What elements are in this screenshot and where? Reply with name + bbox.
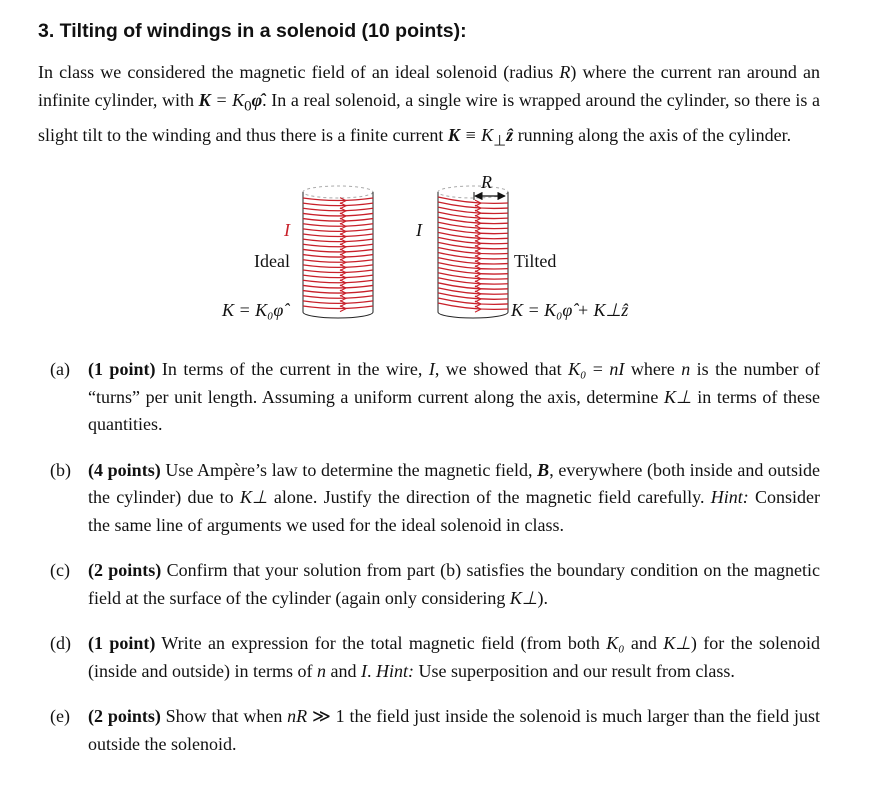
current-symbol: I <box>428 359 435 379</box>
part-b <box>50 457 820 540</box>
coil-winding <box>303 224 373 227</box>
coil-winding <box>303 301 373 304</box>
subscript-zero: 0 <box>244 98 252 115</box>
part-label: (c) <box>50 560 70 580</box>
part-text: and <box>624 633 664 653</box>
intro-text: ) where the current ran around an infinite cylinder, with <box>38 62 820 110</box>
part-text: Use Ampère’s law to determine the magnetic field, <box>160 459 538 480</box>
coil-winding <box>303 270 373 273</box>
coil-winding <box>303 219 373 222</box>
part-a <box>50 356 820 439</box>
coil-winding <box>303 260 373 263</box>
intro-text: running along the axis of the cylinder. <box>513 124 792 145</box>
equation-text: = K <box>210 90 245 110</box>
coil-winding <box>303 280 373 283</box>
part-text: Consider the same line of arguments we used for the ideal solenoid in class. <box>88 487 821 535</box>
subscript-perp: ⊥ <box>493 133 507 150</box>
equation-text: ≡ K <box>459 124 494 145</box>
nr-symbol: nR <box>287 706 308 726</box>
part-label: (d) <box>50 633 71 653</box>
coil-winding <box>303 208 373 211</box>
part-e <box>50 703 820 758</box>
solenoid-figure <box>0 172 882 336</box>
part-text: In terms of the current in the wire, <box>155 359 429 379</box>
part-label: (e) <box>50 706 70 726</box>
intro-text: In class we considered the magnetic field of an ideal solenoid (radius <box>38 62 560 82</box>
coil-winding <box>303 249 373 252</box>
part-text: Confirm that your solution from part (b) satisfies the boundary condition on the magnetic field at the surface of the cylinder (again only considering <box>88 560 821 608</box>
part-text: Show that when <box>160 706 288 726</box>
coil-winding <box>303 244 373 247</box>
coil-winding <box>303 213 373 216</box>
problem-intro <box>38 58 820 155</box>
points-label: (1 point) <box>88 633 156 653</box>
phi-hat: φ̂ <box>251 90 263 110</box>
part-c <box>50 557 820 612</box>
subquestion-list <box>50 356 820 776</box>
hint-label: Hint: <box>710 487 749 507</box>
coil-winding <box>303 203 373 206</box>
b-vector: B <box>537 459 550 480</box>
k-vector: K <box>198 90 211 110</box>
points-label: (2 points) <box>88 706 161 726</box>
kperp-symbol: K⊥ <box>239 487 268 507</box>
points-label: (4 points) <box>88 459 161 480</box>
coil-winding <box>303 306 373 309</box>
part-text: is the number of “turns” per unit length. Assuming a uniform current along the axis, determine <box>88 359 820 407</box>
current-symbol: I <box>360 660 367 681</box>
k-vector: K <box>447 124 460 145</box>
n-symbol: n <box>316 660 326 681</box>
coil-winding <box>303 285 373 288</box>
ni-symbol: nI <box>609 359 625 379</box>
coil-winding <box>303 229 373 232</box>
hint-label: Hint: <box>375 660 414 681</box>
tilted-equation: K = K₀φ̂ + K⊥ẑ <box>511 300 629 320</box>
part-text: where <box>624 359 682 379</box>
part-text: ) for the solenoid (inside and outside) in terms of <box>88 633 820 681</box>
ideal-solenoid <box>303 186 373 318</box>
coil-winding <box>303 255 373 257</box>
kperp-symbol: K⊥ <box>663 633 691 653</box>
points-label: (1 point) <box>88 359 156 379</box>
intro-text: . In a real solenoid, a single wire is wrapped around the cylinder, so there is a slight tilt to the winding and thus there is a finite current <box>38 90 820 145</box>
part-label: (a) <box>50 359 70 379</box>
coil-winding <box>303 291 373 294</box>
coil-winding <box>303 265 373 268</box>
tilted-solenoid <box>438 186 508 318</box>
solenoid-diagram <box>0 176 882 336</box>
coil-winding <box>303 234 373 237</box>
part-text: and <box>325 660 361 681</box>
ideal-label: Ideal <box>254 251 290 271</box>
k0-symbol: K₀ <box>568 359 587 379</box>
part-text: = <box>586 359 610 379</box>
part-text: . <box>366 660 376 681</box>
ideal-coil-windings <box>303 198 373 312</box>
k0-symbol: K₀ <box>606 633 625 653</box>
coil-winding <box>303 239 373 242</box>
part-text: in terms of these quantities. <box>88 386 820 434</box>
coil-winding <box>303 296 373 299</box>
tilted-label: Tilted <box>514 251 557 271</box>
tilted-current-label: I <box>416 220 422 240</box>
points-label: (2 points) <box>88 560 162 580</box>
part-text: , we showed that <box>434 359 569 379</box>
problem-title: 3. Tilting of windings in a solenoid (10 points): <box>38 20 467 42</box>
ideal-current-label: I <box>284 220 290 240</box>
part-text: , everywhere (both inside and outside the cylinder) due to <box>88 459 820 507</box>
n-symbol: n <box>681 359 691 379</box>
z-hat: ẑ <box>506 124 514 145</box>
tilted-coil-windings <box>438 197 508 312</box>
part-text: ≫ 1 the field just inside the solenoid is much larger than the field just outside the solenoid. <box>88 706 820 754</box>
radius-symbol: R <box>559 62 571 82</box>
radius-label: R <box>481 172 492 192</box>
kperp-symbol: K⊥ <box>509 587 538 608</box>
coil-winding <box>303 275 373 278</box>
part-d <box>50 630 820 685</box>
part-text: alone. Justify the direction of the magnetic field carefully. <box>267 487 711 507</box>
ideal-equation: K = K₀φ̂ <box>222 300 284 320</box>
part-text: ). <box>537 587 549 608</box>
kperp-symbol: K⊥ <box>663 386 692 407</box>
part-text: Use superposition and our result from class. <box>413 660 735 681</box>
part-label: (b) <box>50 459 71 480</box>
part-text: Write an expression for the total magnetic field (from both <box>155 633 607 653</box>
